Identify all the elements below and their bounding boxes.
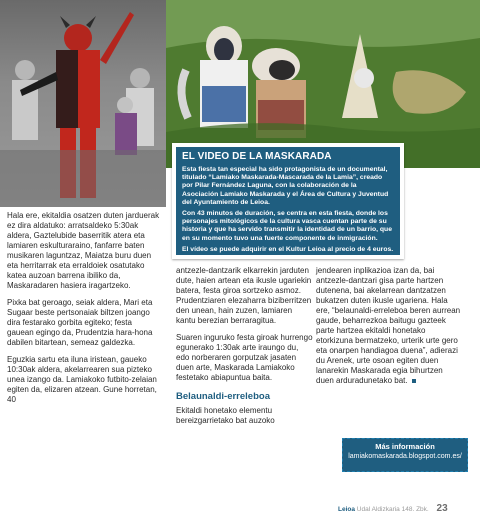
video-info-panel [176, 147, 400, 255]
end-of-article-mark [412, 379, 416, 383]
article-column-3 [316, 266, 462, 393]
page-footer [338, 502, 474, 516]
video-info-paragraph-1: Esta fiesta tan especial ha sido protagonista de un documental, titulado “Lamiako Maskarada-Mascarada de la Lamia”, creado por Pilar Fernández Laguna, con la colaboración de la Asociación Lamiako Maskarada y el Área de Cultura y Juventud del Ayuntamiento de Leioa. [182, 166, 389, 206]
magazine-subtitle: Udal Aldizkaria [356, 506, 400, 513]
article-paragraph: Hala ere, ekitaldia osatzen duten jarduerak ez dira aldatuko: arratsaldeko 5:30ak aldera, Gaztelubide baserritik atera eta lamiaren eskulturaraino, fanfarre baten musikaren laguntzaz, Maiatza buru duen eta herritarrak eta erraldoiek osatutako katea auzoan barrena ibiliko da, Maskaradaren hasiera iragartzeko. [7, 211, 160, 290]
article-paragraph-text: jendearen inplikazioa izan da, bai antzezle-dantzari gisa parte hartzen dutenena, bai akelarrean dantzatzen bukatzen duten ikusle ugariena. Hala ere, “belaunaldi-erreleboa beren aurrean gaude, beharrezkoa baitugu gazteek parte hartzea ekitaldi honetako etorkizuna bermatzeko, urterik urte gero eta onarpen handiagoa duena”, adierazi du Arenek, urte osoan egiten duen lanarekin Maskarada egia bihurtzen duen arduradunetako bat. [316, 266, 461, 385]
page-number: 23 [436, 503, 448, 514]
video-info-paragraph-2: Con 43 minutos de duración, se centra en esta fiesta, donde los personajes mitológicos de la cultura vasca cuentan parte de su historia y que ha servido transmitir la identidad de un barrio, que en su momento tuvo una fuerte componente de inmigración. [182, 210, 392, 242]
more-info-title: Más información [375, 442, 435, 451]
more-info-box [342, 438, 468, 472]
article-paragraph: Ekitaldi honetako elementu bereizgarrietako bat auzoko [176, 406, 275, 425]
devil-illustration [0, 0, 166, 207]
article-paragraph: antzezle-dantzarik elkarrekin jarduten dute, haien artean eta ikusle ugariekin batera, festa giroa sortzeko asmoz. Prudentziaren elezaharra biziberritzen den unean, hain zuzen, lamiaren kantu berezian berraragitua. [176, 266, 312, 325]
video-info-title: EL VIDEO DE LA MASKARADA [182, 151, 332, 162]
article-paragraph: Eguzkia sartu eta iluna iristean, gaueko 10:30ak aldera, akelarrearen sua pizteko unea izango da. Lamiakoko futbito-zelaian egiten da, elizaren atzean. Gune horretan, 40 [7, 355, 157, 404]
article-paragraph: Pixka bat geroago, seiak aldera, Mari eta Sugaar beste pertsonaiak biltzen joango dira festarako gorbita egiteko; festa gauean egingo da, Prudentzia hara-hona dabilen bitartean, semeaz galdezka. [7, 298, 153, 347]
article-column-1 [7, 211, 160, 412]
article-column-2 [176, 266, 313, 433]
section-heading: Belaunaldi-erreleboa [176, 391, 270, 402]
more-info-url[interactable]: lamiakomaskarada.blogspot.com.es/ [348, 453, 462, 460]
magazine-name: Leioa [338, 506, 355, 513]
video-info-paragraph-3: El vídeo se puede adquirir en el Kultur Leioa al precio de 4 euros. [182, 245, 394, 253]
article-paragraph: Suaren inguruko festa giroak hurrengo egunerako 1:30ak arte iraungo du, edo norberaren gorputzak jasaten duen arte, Maskarada Lamiakoko festetako abiapuntua baita. [176, 333, 313, 382]
video-info-box [172, 143, 404, 259]
issue-number: 148. Zbk. [401, 506, 429, 513]
photo-devil-costume [0, 0, 166, 207]
article-paragraph-final [316, 266, 462, 386]
